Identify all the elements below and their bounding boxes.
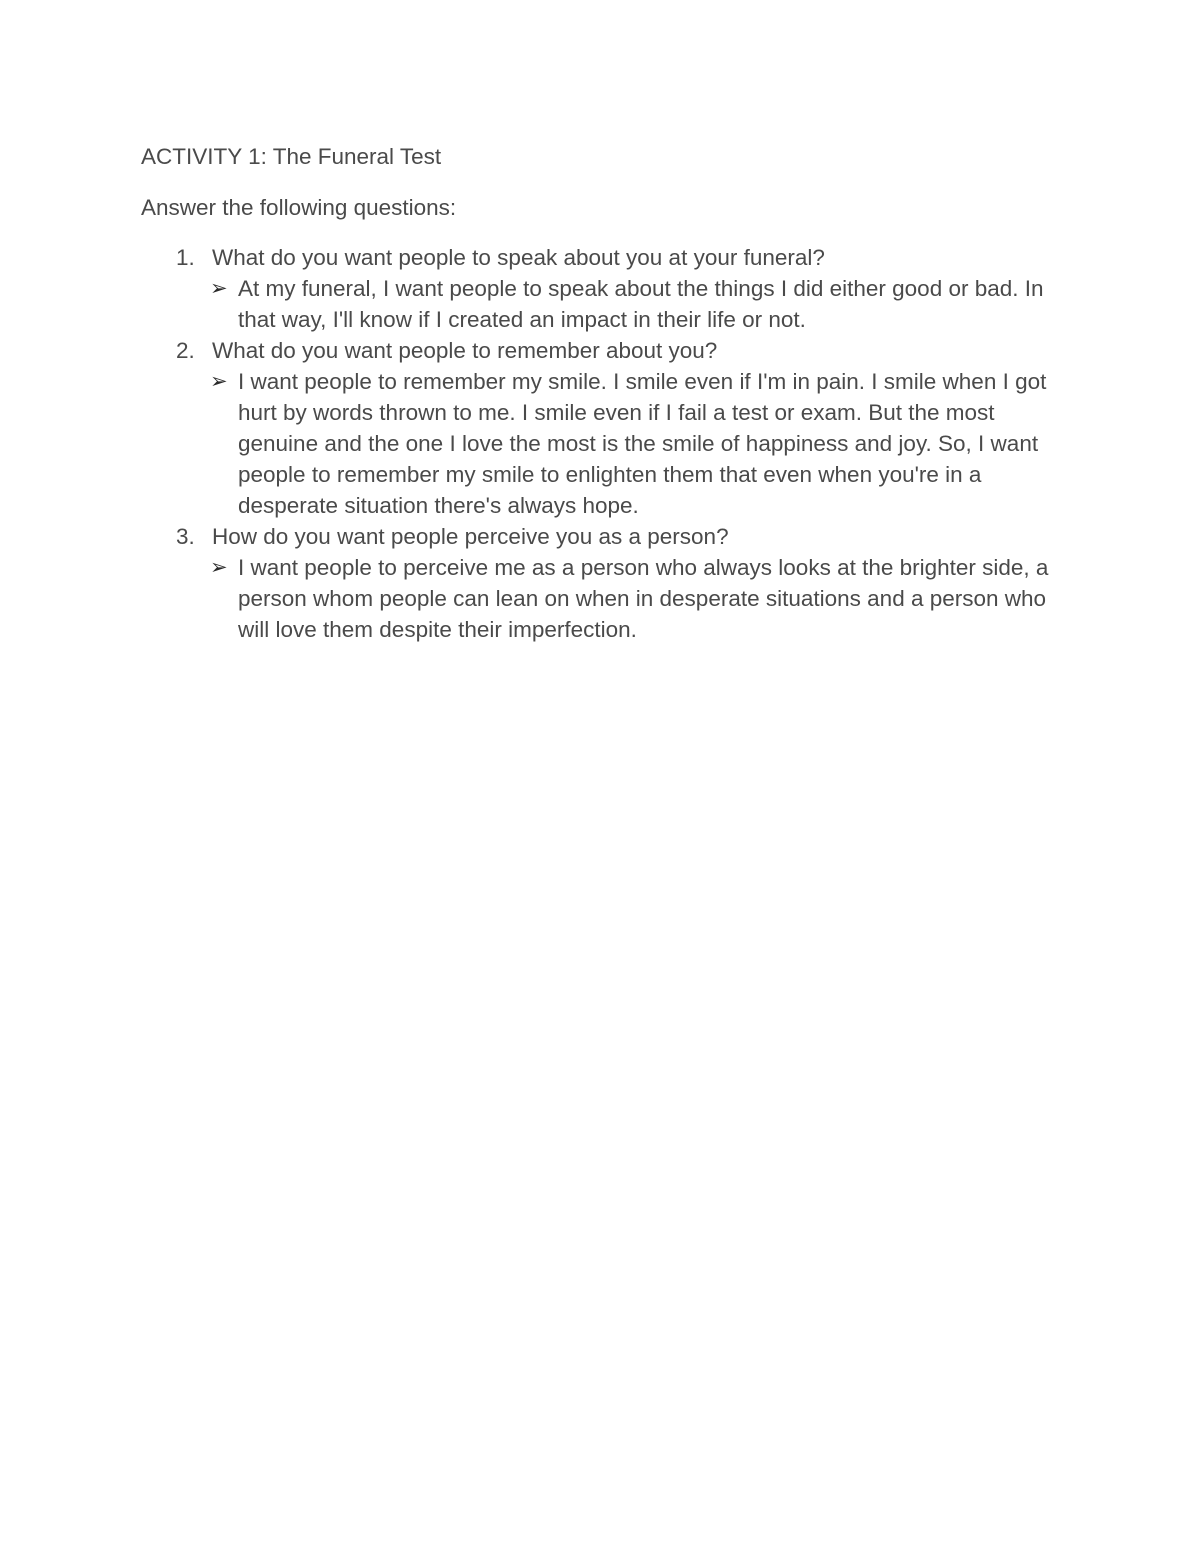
question-number: 1. xyxy=(176,245,195,270)
question-1 xyxy=(141,242,1081,273)
answer-3 xyxy=(141,552,1081,645)
list-item xyxy=(141,521,1081,645)
question-number: 2. xyxy=(176,338,195,363)
list-item xyxy=(141,335,1081,521)
answer-1 xyxy=(141,273,1081,335)
question-3 xyxy=(141,521,1081,552)
arrowhead-right-icon: ➢ xyxy=(210,369,228,393)
answer-text: I want people to remember my smile. I smile even if I'm in pain. I smile when I got hurt by words thrown to me. I smile even if I fail a test or exam. But the most genuine and the one I love the most is the smile of happiness and joy. So, I want people to remember my smile to enlighten them that even when you're in a desperate situation there's always hope. xyxy=(238,369,1047,518)
answer-text: At my funeral, I want people to speak about the things I did either good or bad. In that way, I'll know if I created an impact in their life or not. xyxy=(238,276,1044,332)
answer-2 xyxy=(141,366,1081,521)
answer-text: I want people to perceive me as a person who always looks at the brighter side, a person whom people can lean on when in desperate situations and a person who will love them despite their imperfection. xyxy=(238,555,1049,642)
question-number: 3. xyxy=(176,524,195,549)
list-item xyxy=(141,242,1081,335)
question-text: What do you want people to remember about you? xyxy=(212,338,718,363)
question-list xyxy=(141,242,1081,645)
arrowhead-right-icon: ➢ xyxy=(210,276,228,300)
document-title: ACTIVITY 1: The Funeral Test xyxy=(141,144,442,169)
instructions-text: Answer the following questions: xyxy=(141,195,457,220)
question-2 xyxy=(141,335,1081,366)
question-text: How do you want people perceive you as a person? xyxy=(212,524,729,549)
arrowhead-right-icon: ➢ xyxy=(210,555,228,579)
question-text: What do you want people to speak about you at your funeral? xyxy=(212,245,825,270)
